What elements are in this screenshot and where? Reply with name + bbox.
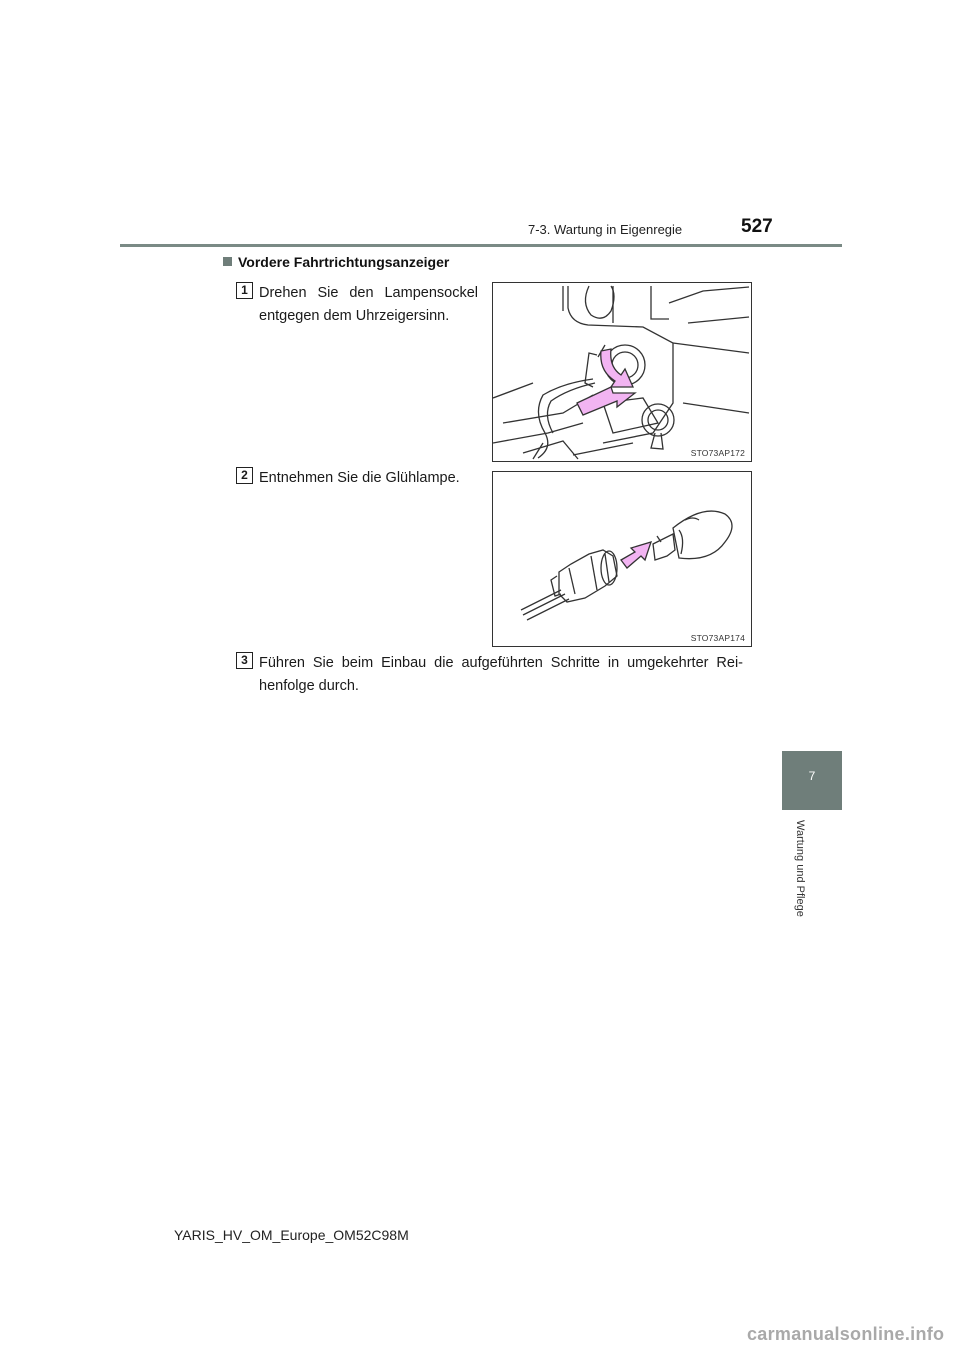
step-2-text (259, 467, 478, 490)
step-1-line-1: Drehen Sie den Lampensockel (259, 285, 478, 301)
chapter-number: 7 (808, 769, 816, 783)
header-rule (120, 244, 842, 247)
running-header-section: 7-3. Wartung in Eigenregie (528, 222, 683, 237)
step-3-line-1: Führen Sie beim Einbau die aufgeführten Schritte in umgekehrter Rei- (259, 655, 743, 671)
step-1-line-2: entgegen dem Uhrzeigersinn. (259, 308, 450, 324)
step-number-2: 2 (236, 467, 253, 484)
page-number: 527 (741, 216, 773, 237)
step-1-text (259, 282, 478, 328)
document-code-footer: YARIS_HV_OM_Europe_OM52C98M (174, 1227, 409, 1243)
chapter-label: Wartung und Pflege (794, 820, 806, 917)
figure-lamp-socket-removal (492, 282, 752, 462)
step-3-line-2: henfolge durch. (259, 678, 359, 694)
figure-code: STO73AP172 (690, 448, 745, 458)
bulb-removal-illustration (493, 472, 751, 646)
figure-bulb-removal (492, 471, 752, 647)
figure-code: STO73AP174 (690, 633, 745, 643)
subheading-text: Vordere Fahrtrichtungsanzeiger (238, 254, 450, 270)
step-3-text (259, 652, 743, 698)
square-bullet-icon (223, 257, 232, 266)
step-number-3: 3 (236, 652, 253, 669)
lamp-socket-illustration (493, 283, 751, 461)
chapter-tab[interactable] (782, 751, 842, 810)
step-2-line-1: Entnehmen Sie die Glühlampe. (259, 470, 460, 486)
section-subheading (223, 254, 449, 270)
watermark[interactable]: carmanualsonline.info (747, 1324, 945, 1344)
step-number-1: 1 (236, 282, 253, 299)
